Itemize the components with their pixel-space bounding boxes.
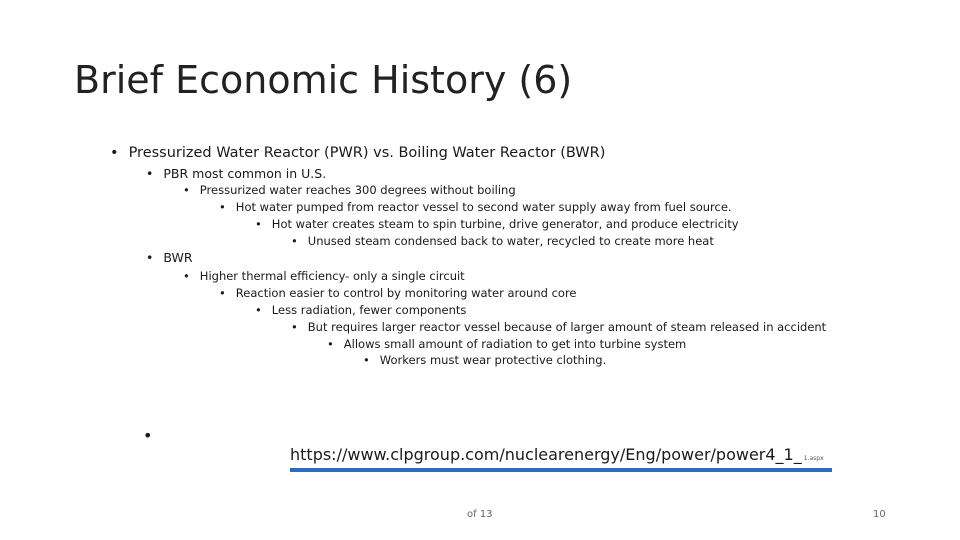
bullet-item xyxy=(363,353,606,367)
bullet-icon: • xyxy=(255,303,262,317)
bullet-icon: • xyxy=(183,183,190,197)
bullet-icon: • xyxy=(219,286,226,300)
bullet-text: Pressurized water reaches 300 degrees without boiling xyxy=(199,183,516,197)
page-number: 10 xyxy=(873,509,886,520)
bullet-item xyxy=(110,145,605,161)
bullet-icon: • xyxy=(183,269,190,283)
bullet-icon: • xyxy=(291,234,298,248)
bullet-icon: • xyxy=(146,250,154,265)
bullet-text: Higher thermal efficiency- only a single circuit xyxy=(199,269,465,283)
source-link-text: https://www.clpgroup.com/nuclearenergy/Eng/power/power4_1_ xyxy=(290,445,802,464)
bullet-icon: • xyxy=(255,217,262,231)
source-link[interactable] xyxy=(290,445,824,464)
bullet-text: Reaction easier to control by monitoring water around core xyxy=(235,286,577,300)
bullet-text: PBR most common in U.S. xyxy=(163,166,327,181)
bullet-icon: • xyxy=(291,320,298,334)
slide-count: of 13 xyxy=(467,509,493,520)
bullet-item xyxy=(219,286,577,300)
link-underline-bar xyxy=(290,468,832,472)
bullet-text: Hot water creates steam to spin turbine, drive generator, and produce electricity xyxy=(271,217,739,231)
bullet-text: Less radiation, fewer components xyxy=(271,303,467,317)
bullet-text: Workers must wear protective clothing. xyxy=(379,353,607,367)
bullet-item xyxy=(183,183,516,197)
bullet-item xyxy=(255,303,466,317)
empty-bullet-icon: • xyxy=(143,426,153,445)
bullet-item xyxy=(146,250,193,265)
bullet-item xyxy=(146,166,326,181)
bullet-icon: • xyxy=(327,337,334,351)
bullet-text: Pressurized Water Reactor (PWR) vs. Boiling Water Reactor (BWR) xyxy=(128,145,606,161)
bullet-text: Hot water pumped from reactor vessel to second water supply away from fuel source. xyxy=(235,200,732,214)
bullet-icon: • xyxy=(363,353,370,367)
bullet-item xyxy=(327,337,686,351)
bullet-text: BWR xyxy=(163,250,193,265)
bullet-item xyxy=(219,200,732,214)
bullet-item xyxy=(291,234,714,248)
bullet-text: But requires larger reactor vessel because of larger amount of steam released in accident xyxy=(307,320,827,334)
bullet-icon: • xyxy=(146,166,154,181)
slide-title: Brief Economic History (6) xyxy=(74,58,573,102)
bullet-item xyxy=(255,217,739,231)
bullet-item xyxy=(291,320,826,334)
bullet-icon: • xyxy=(219,200,226,214)
bullet-icon: • xyxy=(110,145,119,161)
bullet-text: Allows small amount of radiation to get into turbine system xyxy=(343,337,687,351)
bullet-item xyxy=(183,269,465,283)
bullet-text: Unused steam condensed back to water, recycled to create more heat xyxy=(307,234,714,248)
source-link-suffix: 1.aspx xyxy=(803,455,824,462)
